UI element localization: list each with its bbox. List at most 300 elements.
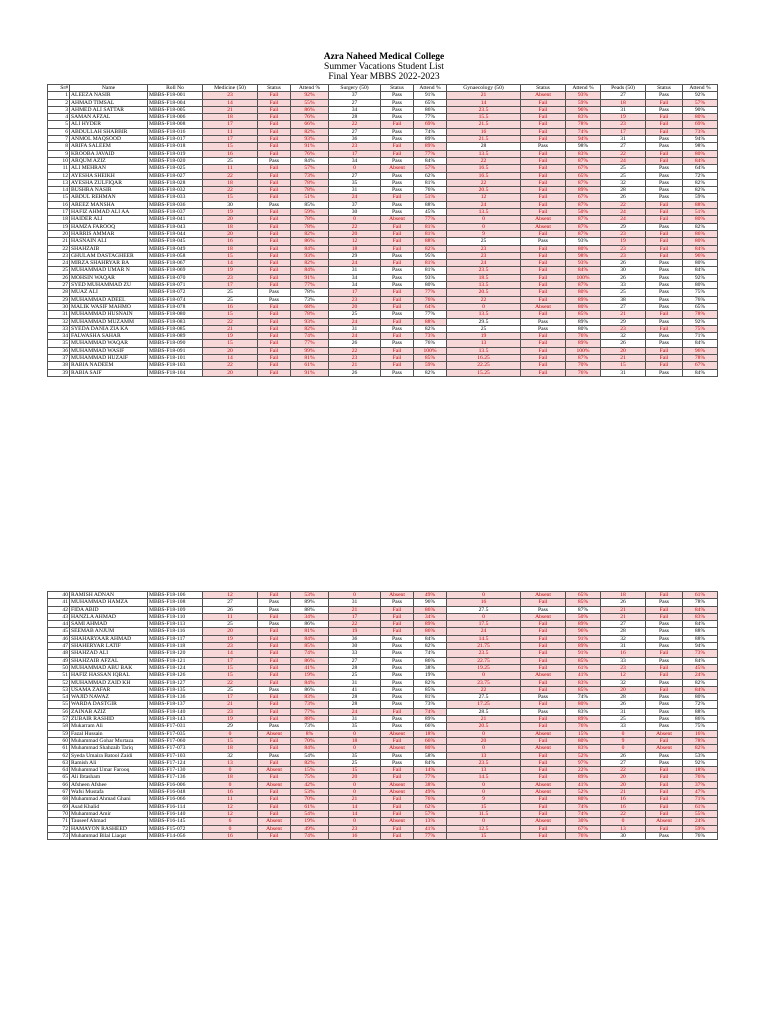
table-row	[48, 260, 718, 267]
gynaecology-attendance-cell: 41%	[566, 781, 601, 788]
name-cell: MUAZ ALI	[70, 289, 148, 296]
peads-attendance-cell: 18%	[683, 767, 718, 774]
medicine-attendance-cell: 78%	[291, 311, 329, 318]
name-cell: Muhammad Amir	[70, 810, 148, 817]
medicine-marks-cell: 19	[203, 267, 258, 274]
peads-status-cell: Pass	[646, 694, 683, 701]
peads-status-cell: Fail	[646, 245, 683, 252]
table-row	[48, 216, 718, 223]
roll-no-cell: MBBS-F18-124	[148, 664, 203, 671]
medicine-status-cell: Pass	[258, 289, 291, 296]
table-row	[48, 716, 718, 723]
peads-marks-cell: 17	[601, 128, 646, 135]
peads-status-cell: Pass	[646, 340, 683, 347]
gynaecology-status-cell: Fail	[521, 230, 566, 237]
peads-marks-cell: 33	[601, 657, 646, 664]
medicine-marks-cell: 17	[203, 694, 258, 701]
peads-attendance-cell: 76%	[683, 832, 718, 839]
peads-marks-cell: 9	[601, 737, 646, 744]
peads-status-cell: Pass	[646, 282, 683, 289]
serial-cell: 38	[48, 362, 70, 369]
serial-cell: 3	[48, 106, 70, 113]
medicine-attendance-cell: 8%	[291, 730, 329, 737]
gynaecology-status-cell: Fail	[521, 621, 566, 628]
peads-status-cell: Fail	[646, 767, 683, 774]
medicine-status-cell: Absent	[258, 767, 291, 774]
surgery-attendance-cell: 84%	[414, 157, 447, 164]
gynaecology-marks-cell: 12.5	[447, 825, 521, 832]
gynaecology-attendance-cell: 98%	[566, 252, 601, 259]
peads-marks-cell: 22	[601, 201, 646, 208]
surgery-status-cell: Absent	[381, 818, 414, 825]
peads-status-cell: Fail	[646, 347, 683, 354]
peads-marks-cell: 24	[601, 216, 646, 223]
surgery-status-cell: Fail	[381, 767, 414, 774]
gynaecology-attendance-cell: 67%	[566, 165, 601, 172]
peads-status-cell: Fail	[646, 114, 683, 121]
column-header: Status	[258, 85, 291, 92]
peads-status-cell: Pass	[646, 599, 683, 606]
gynaecology-attendance-cell: 89%	[566, 340, 601, 347]
gynaecology-status-cell: Fail	[521, 657, 566, 664]
medicine-attendance-cell: 84%	[291, 679, 329, 686]
name-cell: SHAHARYAAR AHMAD	[70, 635, 148, 642]
gynaecology-attendance-cell: 89%	[566, 643, 601, 650]
surgery-status-cell: Pass	[381, 340, 414, 347]
peads-attendance-cell: 76%	[683, 296, 718, 303]
peads-status-cell: Pass	[646, 832, 683, 839]
gynaecology-marks-cell: 0	[447, 303, 521, 310]
medicine-attendance-cell: 19%	[291, 818, 329, 825]
serial-cell: 40	[48, 592, 70, 599]
table-body-part-2	[48, 592, 718, 840]
medicine-attendance-cell: 75%	[291, 774, 329, 781]
peads-status-cell: Fail	[646, 650, 683, 657]
medicine-marks-cell: 14	[203, 650, 258, 657]
surgery-attendance-cell: 49%	[414, 789, 447, 796]
table-row	[48, 187, 718, 194]
serial-cell: 5	[48, 121, 70, 128]
gynaecology-status-cell: Fail	[521, 252, 566, 259]
gynaecology-status-cell: Pass	[521, 708, 566, 715]
peads-marks-cell: 16	[601, 796, 646, 803]
serial-cell: 29	[48, 296, 70, 303]
peads-status-cell: Pass	[646, 92, 683, 99]
peads-marks-cell: 32	[601, 179, 646, 186]
gynaecology-marks-cell: 22.75	[447, 657, 521, 664]
medicine-marks-cell: 6	[203, 818, 258, 825]
peads-marks-cell: 31	[601, 106, 646, 113]
medicine-marks-cell: 18	[203, 245, 258, 252]
medicine-status-cell: Pass	[258, 621, 291, 628]
peads-marks-cell: 26	[601, 752, 646, 759]
medicine-attendance-cell: 99%	[291, 347, 329, 354]
peads-marks-cell: 0	[601, 730, 646, 737]
gynaecology-status-cell: Fail	[521, 759, 566, 766]
gynaecology-status-cell: Absent	[521, 613, 566, 620]
table-row	[48, 803, 718, 810]
roll-no-cell: MBBS-F18-045	[148, 238, 203, 245]
name-cell: MUHAMMAD ZAID KH	[70, 679, 148, 686]
medicine-attendance-cell: 66%	[291, 121, 329, 128]
table-row	[48, 679, 718, 686]
peads-marks-cell: 31	[601, 369, 646, 376]
peads-status-cell: Fail	[646, 238, 683, 245]
peads-status-cell: Pass	[646, 289, 683, 296]
peads-status-cell: Pass	[646, 657, 683, 664]
name-cell: MUHAMMAD HUZAIF	[70, 354, 148, 361]
medicine-attendance-cell: 91%	[291, 369, 329, 376]
peads-attendance-cell: 84%	[683, 369, 718, 376]
peads-status-cell: Pass	[646, 369, 683, 376]
medicine-status-cell: Pass	[258, 723, 291, 730]
surgery-status-cell: Pass	[381, 686, 414, 693]
peads-marks-cell: 22	[601, 150, 646, 157]
surgery-marks-cell: 20	[329, 230, 381, 237]
peads-attendance-cell: 47%	[683, 789, 718, 796]
gynaecology-attendance-cell: 100%	[566, 347, 601, 354]
surgery-marks-cell: 0	[329, 592, 381, 599]
peads-status-cell: Fail	[646, 672, 683, 679]
column-header: Surgery (50)	[329, 85, 381, 92]
roll-no-cell: MBBS-F18-140	[148, 708, 203, 715]
peads-attendance-cell: 65%	[683, 303, 718, 310]
gynaecology-status-cell: Fail	[521, 157, 566, 164]
serial-cell: 4	[48, 114, 70, 121]
peads-status-cell: Fail	[646, 230, 683, 237]
gynaecology-attendance-cell: 70%	[566, 362, 601, 369]
peads-marks-cell: 28	[601, 628, 646, 635]
gynaecology-marks-cell: 16.5	[447, 172, 521, 179]
surgery-status-cell: Fail	[381, 628, 414, 635]
gynaecology-status-cell: Fail	[521, 165, 566, 172]
roll-no-cell: MBBS-F18-118	[148, 643, 203, 650]
surgery-marks-cell: 23	[329, 354, 381, 361]
serial-cell: 57	[48, 716, 70, 723]
table-body-part-1	[48, 92, 718, 377]
peads-attendance-cell: 59%	[683, 194, 718, 201]
surgery-attendance-cell: 81%	[414, 694, 447, 701]
gynaecology-status-cell: Fail	[521, 767, 566, 774]
peads-marks-cell: 26	[601, 274, 646, 281]
medicine-status-cell: Pass	[258, 686, 291, 693]
roll-no-cell: MBBS-F18-085	[148, 325, 203, 332]
medicine-attendance-cell: 88%	[291, 606, 329, 613]
name-cell: Asad Khalid	[70, 803, 148, 810]
medicine-marks-cell: 11	[203, 165, 258, 172]
medicine-attendance-cell: 77%	[291, 340, 329, 347]
surgery-attendance-cell: 58%	[414, 752, 447, 759]
peads-status-cell: Absent	[646, 745, 683, 752]
gynaecology-status-cell: Fail	[521, 354, 566, 361]
gynaecology-attendance-cell: 89%	[566, 621, 601, 628]
roll-no-cell: MBBS-F18-109	[148, 606, 203, 613]
gynaecology-attendance-cell: 89%	[566, 187, 601, 194]
medicine-attendance-cell: 54%	[291, 810, 329, 817]
serial-cell: 36	[48, 347, 70, 354]
surgery-status-cell: Pass	[381, 157, 414, 164]
gynaecology-marks-cell: 14.5	[447, 635, 521, 642]
student-results-table-part-2	[47, 591, 718, 840]
gynaecology-marks-cell: 9	[447, 230, 521, 237]
table-row	[48, 121, 718, 128]
serial-cell: 73	[48, 832, 70, 839]
surgery-status-cell: Absent	[381, 730, 414, 737]
peads-status-cell: Pass	[646, 194, 683, 201]
peads-status-cell: Fail	[646, 354, 683, 361]
surgery-marks-cell: 21	[329, 796, 381, 803]
peads-attendance-cell: 94%	[683, 136, 718, 143]
medicine-attendance-cell: 82%	[291, 759, 329, 766]
roll-no-cell: MBBS-F16-114	[148, 803, 203, 810]
peads-attendance-cell: 78%	[683, 311, 718, 318]
peads-status-cell: Pass	[646, 143, 683, 150]
peads-marks-cell: 38	[601, 296, 646, 303]
peads-marks-cell: 19	[601, 238, 646, 245]
medicine-status-cell: Fail	[258, 333, 291, 340]
gynaecology-status-cell: Fail	[521, 737, 566, 744]
peads-marks-cell: 22	[601, 810, 646, 817]
name-cell: MUHAMMAD WASIF	[70, 347, 148, 354]
column-header: Attend %	[566, 85, 601, 92]
gynaecology-marks-cell: 17.25	[447, 701, 521, 708]
serial-cell: 63	[48, 759, 70, 766]
surgery-attendance-cell: 57%	[414, 165, 447, 172]
gynaecology-status-cell: Fail	[521, 114, 566, 121]
medicine-status-cell: Fail	[258, 150, 291, 157]
column-header: Sr#	[48, 85, 70, 92]
gynaecology-marks-cell: 21	[447, 92, 521, 99]
peads-status-cell: Fail	[646, 774, 683, 781]
name-cell: RAMISH ADNAN	[70, 592, 148, 599]
gynaecology-status-cell: Fail	[521, 679, 566, 686]
peads-attendance-cell: 24%	[683, 672, 718, 679]
surgery-marks-cell: 37	[329, 92, 381, 99]
medicine-attendance-cell: 93%	[291, 136, 329, 143]
serial-cell: 67	[48, 789, 70, 796]
surgery-status-cell: Pass	[381, 664, 414, 671]
serial-cell: 42	[48, 606, 70, 613]
table-row	[48, 289, 718, 296]
gynaecology-attendance-cell: 96%	[566, 628, 601, 635]
gynaecology-status-cell: Fail	[521, 296, 566, 303]
peads-marks-cell: 23	[601, 121, 646, 128]
medicine-attendance-cell: 49%	[291, 825, 329, 832]
gynaecology-marks-cell: 28.5	[447, 708, 521, 715]
medicine-status-cell: Fail	[258, 274, 291, 281]
medicine-marks-cell: 15	[203, 143, 258, 150]
serial-cell: 33	[48, 325, 70, 332]
name-cell: ANMOL MAQSOOD	[70, 136, 148, 143]
peads-attendance-cell: 80%	[683, 282, 718, 289]
surgery-attendance-cell: 85%	[414, 686, 447, 693]
serial-cell: 11	[48, 165, 70, 172]
surgery-attendance-cell: 51%	[414, 194, 447, 201]
peads-marks-cell: 20	[601, 781, 646, 788]
gynaecology-marks-cell: 16	[447, 128, 521, 135]
surgery-marks-cell: 24	[329, 318, 381, 325]
gynaecology-attendance-cell: 80%	[566, 303, 601, 310]
gynaecology-marks-cell: 0	[447, 745, 521, 752]
surgery-status-cell: Pass	[381, 274, 414, 281]
gynaecology-attendance-cell: 87%	[566, 230, 601, 237]
table-row	[48, 672, 718, 679]
peads-status-cell: Pass	[646, 708, 683, 715]
roll-no-cell: MBBS-F18-016	[148, 128, 203, 135]
medicine-marks-cell: 26	[203, 606, 258, 613]
surgery-status-cell: Pass	[381, 311, 414, 318]
medicine-status-cell: Fail	[258, 643, 291, 650]
gynaecology-marks-cell: 23.75	[447, 679, 521, 686]
roll-no-cell: MBBS-F18-067	[148, 260, 203, 267]
table-row	[48, 179, 718, 186]
gynaecology-marks-cell: 0	[447, 216, 521, 223]
peads-attendance-cell: 80%	[683, 216, 718, 223]
peads-status-cell: Pass	[646, 716, 683, 723]
roll-no-cell: MBBS-F18-019	[148, 150, 203, 157]
medicine-status-cell: Fail	[258, 701, 291, 708]
surgery-marks-cell: 16	[329, 832, 381, 839]
surgery-status-cell: Absent	[381, 216, 414, 223]
table-row	[48, 643, 718, 650]
medicine-attendance-cell: 81%	[291, 628, 329, 635]
peads-marks-cell: 26	[601, 340, 646, 347]
medicine-marks-cell: 22	[203, 679, 258, 686]
peads-status-cell: Pass	[646, 643, 683, 650]
medicine-marks-cell: 12	[203, 803, 258, 810]
name-cell: RABIA SAIF	[70, 369, 148, 376]
peads-status-cell: Pass	[646, 303, 683, 310]
surgery-attendance-cell: 82%	[414, 679, 447, 686]
name-cell: RABIA NADEEM	[70, 362, 148, 369]
surgery-marks-cell: 17	[329, 613, 381, 620]
peads-attendance-cell: 82%	[683, 745, 718, 752]
roll-no-cell: MBBS-F18-006	[148, 114, 203, 121]
peads-attendance-cell: 76%	[683, 774, 718, 781]
peads-status-cell: Pass	[646, 187, 683, 194]
medicine-status-cell: Fail	[258, 282, 291, 289]
peads-attendance-cell: 61%	[683, 803, 718, 810]
serial-cell: 46	[48, 635, 70, 642]
roll-no-cell: MBBS-F18-116	[148, 628, 203, 635]
surgery-attendance-cell: 100%	[414, 347, 447, 354]
surgery-marks-cell: 27	[329, 657, 381, 664]
surgery-marks-cell: 22	[329, 121, 381, 128]
name-cell: WAJID NAWAZ	[70, 694, 148, 701]
peads-marks-cell: 27	[601, 143, 646, 150]
gynaecology-marks-cell: 27.5	[447, 606, 521, 613]
surgery-attendance-cell: 59%	[414, 362, 447, 369]
gynaecology-status-cell: Fail	[521, 106, 566, 113]
gynaecology-marks-cell: 20.5	[447, 723, 521, 730]
table-row	[48, 628, 718, 635]
medicine-status-cell: Fail	[258, 362, 291, 369]
table-row	[48, 781, 718, 788]
gynaecology-status-cell: Absent	[521, 303, 566, 310]
surgery-status-cell: Fail	[381, 318, 414, 325]
table-row	[48, 752, 718, 759]
gynaecology-status-cell: Fail	[521, 369, 566, 376]
peads-status-cell: Pass	[646, 179, 683, 186]
gynaecology-attendance-cell: 93%	[566, 92, 601, 99]
serial-cell: 62	[48, 752, 70, 759]
peads-marks-cell: 13	[601, 825, 646, 832]
roll-no-cell: MBBS-F18-070	[148, 274, 203, 281]
name-cell: SHAHZAD ALI	[70, 650, 148, 657]
name-cell: HARRIS AMMAR	[70, 230, 148, 237]
medicine-marks-cell: 16	[203, 832, 258, 839]
name-cell: Muhammad Ahmad Ghani	[70, 796, 148, 803]
medicine-attendance-cell: 70%	[291, 737, 329, 744]
gynaecology-marks-cell: 13	[447, 752, 521, 759]
gynaecology-attendance-cell: 65%	[566, 172, 601, 179]
surgery-marks-cell: 0	[329, 789, 381, 796]
serial-cell: 31	[48, 311, 70, 318]
roll-no-cell: MBBS-F17-060	[148, 737, 203, 744]
surgery-marks-cell: 22	[329, 621, 381, 628]
serial-cell: 61	[48, 745, 70, 752]
surgery-attendance-cell: 88%	[414, 318, 447, 325]
medicine-status-cell: Fail	[258, 810, 291, 817]
peads-attendance-cell: 94%	[683, 643, 718, 650]
medicine-attendance-cell: 85%	[291, 643, 329, 650]
medicine-attendance-cell: 93%	[291, 318, 329, 325]
surgery-marks-cell: 19	[329, 628, 381, 635]
peads-attendance-cell: 45%	[683, 664, 718, 671]
surgery-status-cell: Pass	[381, 701, 414, 708]
peads-marks-cell: 18	[601, 99, 646, 106]
peads-marks-cell: 31	[601, 136, 646, 143]
surgery-status-cell: Fail	[381, 606, 414, 613]
surgery-status-cell: Pass	[381, 752, 414, 759]
surgery-status-cell: Pass	[381, 635, 414, 642]
gynaecology-marks-cell: 22.25	[447, 362, 521, 369]
gynaecology-marks-cell: 20	[447, 737, 521, 744]
gynaecology-status-cell: Absent	[521, 592, 566, 599]
peads-marks-cell: 25	[601, 165, 646, 172]
gynaecology-status-cell: Fail	[521, 282, 566, 289]
surgery-status-cell: Absent	[381, 592, 414, 599]
gynaecology-attendance-cell: 83%	[566, 679, 601, 686]
medicine-status-cell: Pass	[258, 201, 291, 208]
name-cell: MUHAMMAD ADEEL	[70, 296, 148, 303]
gynaecology-marks-cell: 15	[447, 803, 521, 810]
peads-marks-cell: 18	[601, 592, 646, 599]
surgery-marks-cell: 31	[329, 325, 381, 332]
roll-no-cell: MBBS-F18-032	[148, 187, 203, 194]
surgery-attendance-cell: 57%	[414, 810, 447, 817]
table-row	[48, 774, 718, 781]
peads-status-cell: Pass	[646, 296, 683, 303]
serial-cell: 59	[48, 730, 70, 737]
peads-attendance-cell: 82%	[683, 187, 718, 194]
table-row	[48, 701, 718, 708]
surgery-marks-cell: 0	[329, 730, 381, 737]
table-row	[48, 723, 718, 730]
serial-cell: 43	[48, 613, 70, 620]
peads-status-cell: Fail	[646, 825, 683, 832]
medicine-status-cell: Fail	[258, 628, 291, 635]
surgery-attendance-cell: 84%	[414, 635, 447, 642]
gynaecology-attendance-cell: 91%	[566, 635, 601, 642]
surgery-attendance-cell: 74%	[414, 708, 447, 715]
batch-title: Final Year MBBS 2022-2023	[328, 72, 440, 82]
medicine-status-cell: Fail	[258, 267, 291, 274]
gynaecology-status-cell: Fail	[521, 245, 566, 252]
table-row	[48, 165, 718, 172]
serial-cell: 60	[48, 737, 70, 744]
medicine-status-cell: Fail	[258, 99, 291, 106]
